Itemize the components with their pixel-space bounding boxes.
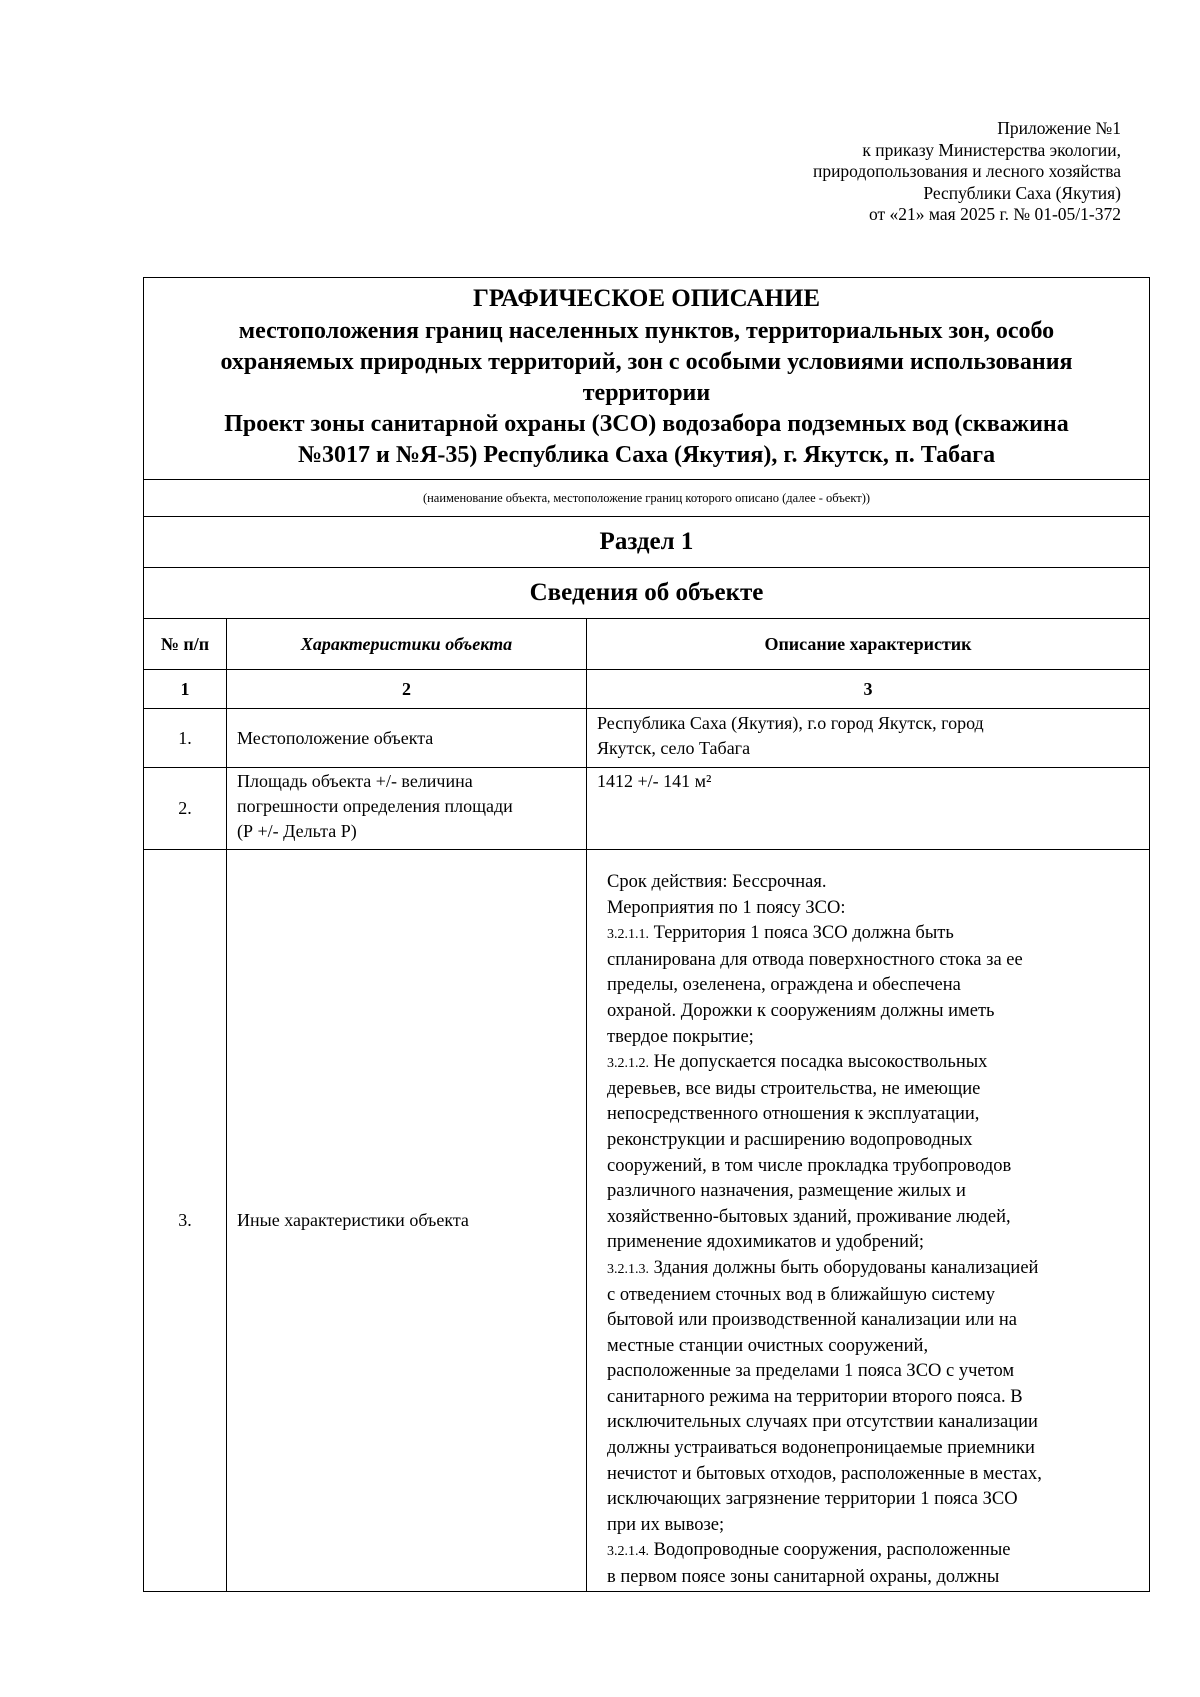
description-text: деревьев, все виды строительства, не имеющие	[607, 1078, 981, 1099]
description-line	[607, 1128, 1141, 1154]
description-text: должны устраиваться водонепроницаемые приемники	[607, 1438, 1035, 1459]
section-number: Раздел 1	[144, 517, 1150, 568]
description-text: бытовой или производственной канализации или на	[607, 1310, 1017, 1331]
column-number: 3	[587, 670, 1150, 709]
description-text: твердое покрытие;	[607, 1026, 754, 1047]
title-cell	[144, 278, 1150, 480]
description-text: в первом поясе зоны санитарной охраны, должны	[607, 1567, 1000, 1588]
description-line	[607, 1283, 1141, 1309]
description-line	[607, 948, 1141, 974]
subtitle-line: местоположения границ населенных пунктов, территориальных зон, особо	[238, 318, 1055, 344]
description-text: расположенные за пределами 1 пояса ЗСО с учетом	[607, 1361, 1015, 1382]
description-text: Здания должны быть оборудованы канализацией	[649, 1257, 1039, 1278]
document-title: ГРАФИЧЕСКОЕ ОПИСАНИЕ	[472, 285, 821, 312]
description-line	[607, 1077, 1141, 1103]
description-line	[607, 1385, 1141, 1411]
row-description	[587, 850, 1150, 1592]
header-characteristic: Характеристики объекта	[227, 619, 587, 670]
description-line	[607, 1436, 1141, 1462]
characteristic-line: (Р +/- Дельта Р)	[237, 821, 357, 841]
description-line	[607, 1102, 1141, 1128]
description-text: различного назначения, размещение жилых и	[607, 1181, 966, 1202]
description-line: Якутск, село Табага	[597, 738, 751, 758]
description-text: при их вывозе;	[607, 1514, 725, 1535]
description-text: Территория 1 пояса ЗСО должна быть	[649, 923, 954, 944]
row-characteristic	[227, 709, 587, 768]
description-text: исключительных случаях при отсутствии канализации	[607, 1412, 1038, 1433]
table-row	[144, 709, 1150, 768]
document-subtitle	[154, 316, 1139, 471]
characteristic-line: Местоположение объекта	[237, 727, 434, 748]
description-line	[607, 921, 1141, 948]
appendix-line: Приложение №1	[997, 118, 1121, 138]
table-header-row	[144, 619, 1150, 670]
column-number: 2	[227, 670, 587, 709]
appendix-line: Республики Саха (Якутия)	[923, 182, 1121, 203]
description-text: исключающих загрязнение территории 1 пояса ЗСО	[607, 1489, 1018, 1510]
description-line	[607, 1513, 1141, 1539]
description-text: реконструкции и расширению водопроводных	[607, 1129, 973, 1150]
description-text: Срок действия: Бессрочная.	[607, 872, 827, 892]
object-caption: (наименование объекта, местоположение границ которого описано (далее - объект))	[144, 480, 1150, 517]
section-name: Сведения об объекте	[144, 568, 1150, 619]
description-line	[607, 1359, 1141, 1385]
description-line	[607, 1050, 1141, 1077]
description-line	[607, 1179, 1141, 1205]
description-text: санитарного режима на территории второго пояса. В	[607, 1386, 1023, 1407]
row-characteristic	[227, 850, 587, 1592]
description-text: хозяйственно-бытовых зданий, проживание людей,	[607, 1206, 1011, 1227]
description-line: Республика Саха (Якутия), г.о город Якутск, город	[597, 713, 984, 733]
description-text: местные станции очистных сооружений,	[607, 1335, 929, 1356]
column-numbers-row	[144, 670, 1150, 709]
clause-number: 3.2.1.3.	[607, 1261, 649, 1277]
description-line	[607, 1308, 1141, 1334]
description-text: спланирована для отвода поверхностного стока за ее	[607, 949, 1023, 970]
clause-number: 3.2.1.4.	[607, 1544, 649, 1560]
description-text: Мероприятия по 1 поясу ЗСО:	[607, 897, 846, 918]
header-description: Описание характеристик	[587, 619, 1150, 670]
appendix-line: к приказу Министерства экологии,	[862, 139, 1121, 160]
description-line	[607, 1334, 1141, 1360]
subtitle-line: Проект зоны санитарной охраны (ЗСО) водозабора подземных вод (скважина	[224, 411, 1069, 437]
description-text: с отведением сточных вод в ближайшую систему	[607, 1284, 996, 1305]
description-line	[607, 1154, 1141, 1180]
description-text: непосредственного отношения к эксплуатации,	[607, 1104, 980, 1125]
description-text: охраной. Дорожки к сооружениям должны иметь	[607, 1000, 995, 1021]
characteristic-line: Иные характеристики объекта	[237, 1209, 469, 1230]
row-description	[587, 709, 1150, 768]
column-number: 1	[144, 670, 227, 709]
description-text: нечистот и бытовых отходов, расположенные в местах,	[607, 1463, 1042, 1484]
description-text: применение ядохимикатов и удобрений;	[607, 1232, 925, 1253]
description-line	[607, 1205, 1141, 1231]
table-row	[144, 850, 1150, 1592]
description-line	[607, 870, 1141, 896]
appendix-block	[813, 118, 1121, 226]
row-characteristic	[227, 768, 587, 850]
row-number: 1.	[144, 709, 227, 768]
description-line	[607, 1462, 1141, 1488]
clause-number: 3.2.1.1.	[607, 927, 649, 943]
characteristic-line: Площадь объекта +/- величина	[237, 771, 473, 791]
description-line	[607, 1025, 1141, 1051]
description-line	[607, 973, 1141, 999]
description-line	[607, 1565, 1141, 1591]
description-line	[607, 1410, 1141, 1436]
description-line	[607, 999, 1141, 1025]
characteristic-line: погрешности определения площади	[237, 796, 513, 816]
graphic-description-table	[143, 277, 1150, 1592]
appendix-line: природопользования и лесного хозяйства	[812, 161, 1121, 181]
subtitle-line: территории	[582, 380, 711, 406]
appendix-line: от «21» мая 2025 г. № 01-05/1-372	[869, 204, 1121, 224]
description-line	[607, 1538, 1141, 1565]
description-line	[607, 1230, 1141, 1256]
description-text: пределы, озеленена, ограждена и обеспечена	[607, 975, 961, 996]
row-number: 3.	[144, 850, 227, 1592]
subtitle-line: охраняемых природных территорий, зон с особыми условиями использования	[220, 349, 1073, 375]
description-line	[607, 896, 1141, 922]
clause-number: 3.2.1.2.	[607, 1056, 649, 1072]
description-line	[607, 1256, 1141, 1283]
row-number: 2.	[144, 768, 227, 850]
description-line: 1412 +/- 141 м²	[597, 771, 712, 791]
table-row	[144, 768, 1150, 850]
description-line	[607, 1487, 1141, 1513]
description-text: Не допускается посадка высокоствольных	[649, 1052, 988, 1073]
description-text: Водопроводные сооружения, расположенные	[649, 1540, 1011, 1561]
description-text: сооружений, в том числе прокладка трубопроводов	[607, 1155, 1012, 1176]
subtitle-line: №3017 и №Я-35) Республика Саха (Якутия), г. Якутск, п. Табага	[297, 442, 996, 468]
row-description	[587, 768, 1150, 850]
header-number: № п/п	[144, 619, 227, 670]
